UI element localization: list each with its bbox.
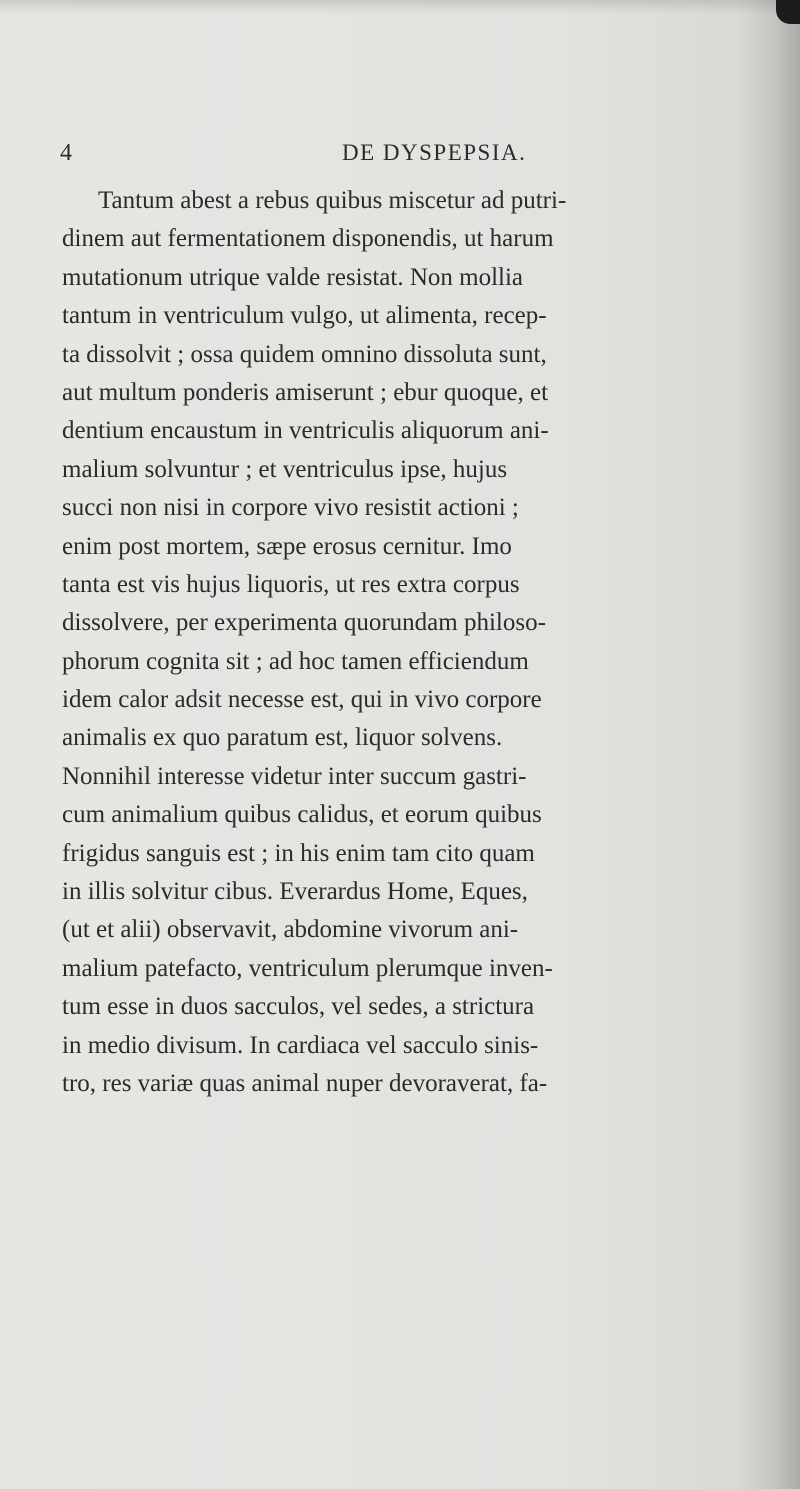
text-line: animalis ex quo paratum est, liquor solvens.	[62, 724, 503, 752]
text-line: tro, res variæ quas animal nuper devoraverat, fa-	[62, 1069, 548, 1097]
text-line: tanta est vis hujus liquoris, ut res extra corpus	[62, 570, 520, 598]
text-line: tum esse in duos sacculos, vel sedes, a strictura	[62, 993, 535, 1021]
body-text	[62, 182, 762, 1103]
text-line: in illis solvitur cibus. Everardus Home, Eques,	[62, 878, 528, 906]
text-line: succi non nisi in corpore vivo resistit actioni ;	[62, 494, 519, 522]
text-line: phorum cognita sit ; ad hoc tamen efficiendum	[62, 647, 529, 675]
text-line: cum animalium quibus calidus, et eorum quibus	[62, 801, 542, 829]
text-line: Nonnihil interesse videtur inter succum gastri-	[62, 762, 527, 790]
text-line: mutationum utrique valde resistat. Non mollia	[62, 263, 524, 291]
text-line: dentium encaustum in ventriculis aliquorum ani-	[62, 417, 549, 445]
text-line: in medio divisum. In cardiaca vel sacculo sinis-	[62, 1031, 539, 1059]
running-head: DE DYSPEPSIA.	[342, 140, 527, 165]
page-number: 4	[60, 140, 73, 166]
page-header	[60, 140, 740, 174]
text-line: enim post mortem, sæpe erosus cernitur. Imo	[62, 532, 512, 560]
text-line: dinem aut fermentationem disponendis, ut harum	[62, 225, 554, 253]
text-line: idem calor adsit necesse est, qui in vivo corpore	[62, 686, 542, 714]
text-line: tantum in ventriculum vulgo, ut alimenta, recep-	[62, 302, 547, 330]
text-line: (ut et alii) observavit, abdomine vivorum ani-	[62, 916, 519, 944]
page-top-fold	[0, 0, 800, 14]
text-line: dissolvere, per experimenta quorundam philoso-	[62, 609, 546, 637]
text-line: frigidus sanguis est ; in his enim tam cito quam	[62, 839, 535, 867]
text-line: malium solvuntur ; et ventriculus ipse, hujus	[62, 455, 508, 483]
text-line: aut multum ponderis amiserunt ; ebur quoque, et	[62, 378, 549, 406]
text-line: ta dissolvit ; ossa quidem omnino dissoluta sunt,	[62, 340, 547, 368]
text-line: Tantum abest a rebus quibus miscetur ad putri-	[98, 187, 567, 214]
text-line: malium patefacto, ventriculum plerumque inven-	[62, 954, 553, 982]
